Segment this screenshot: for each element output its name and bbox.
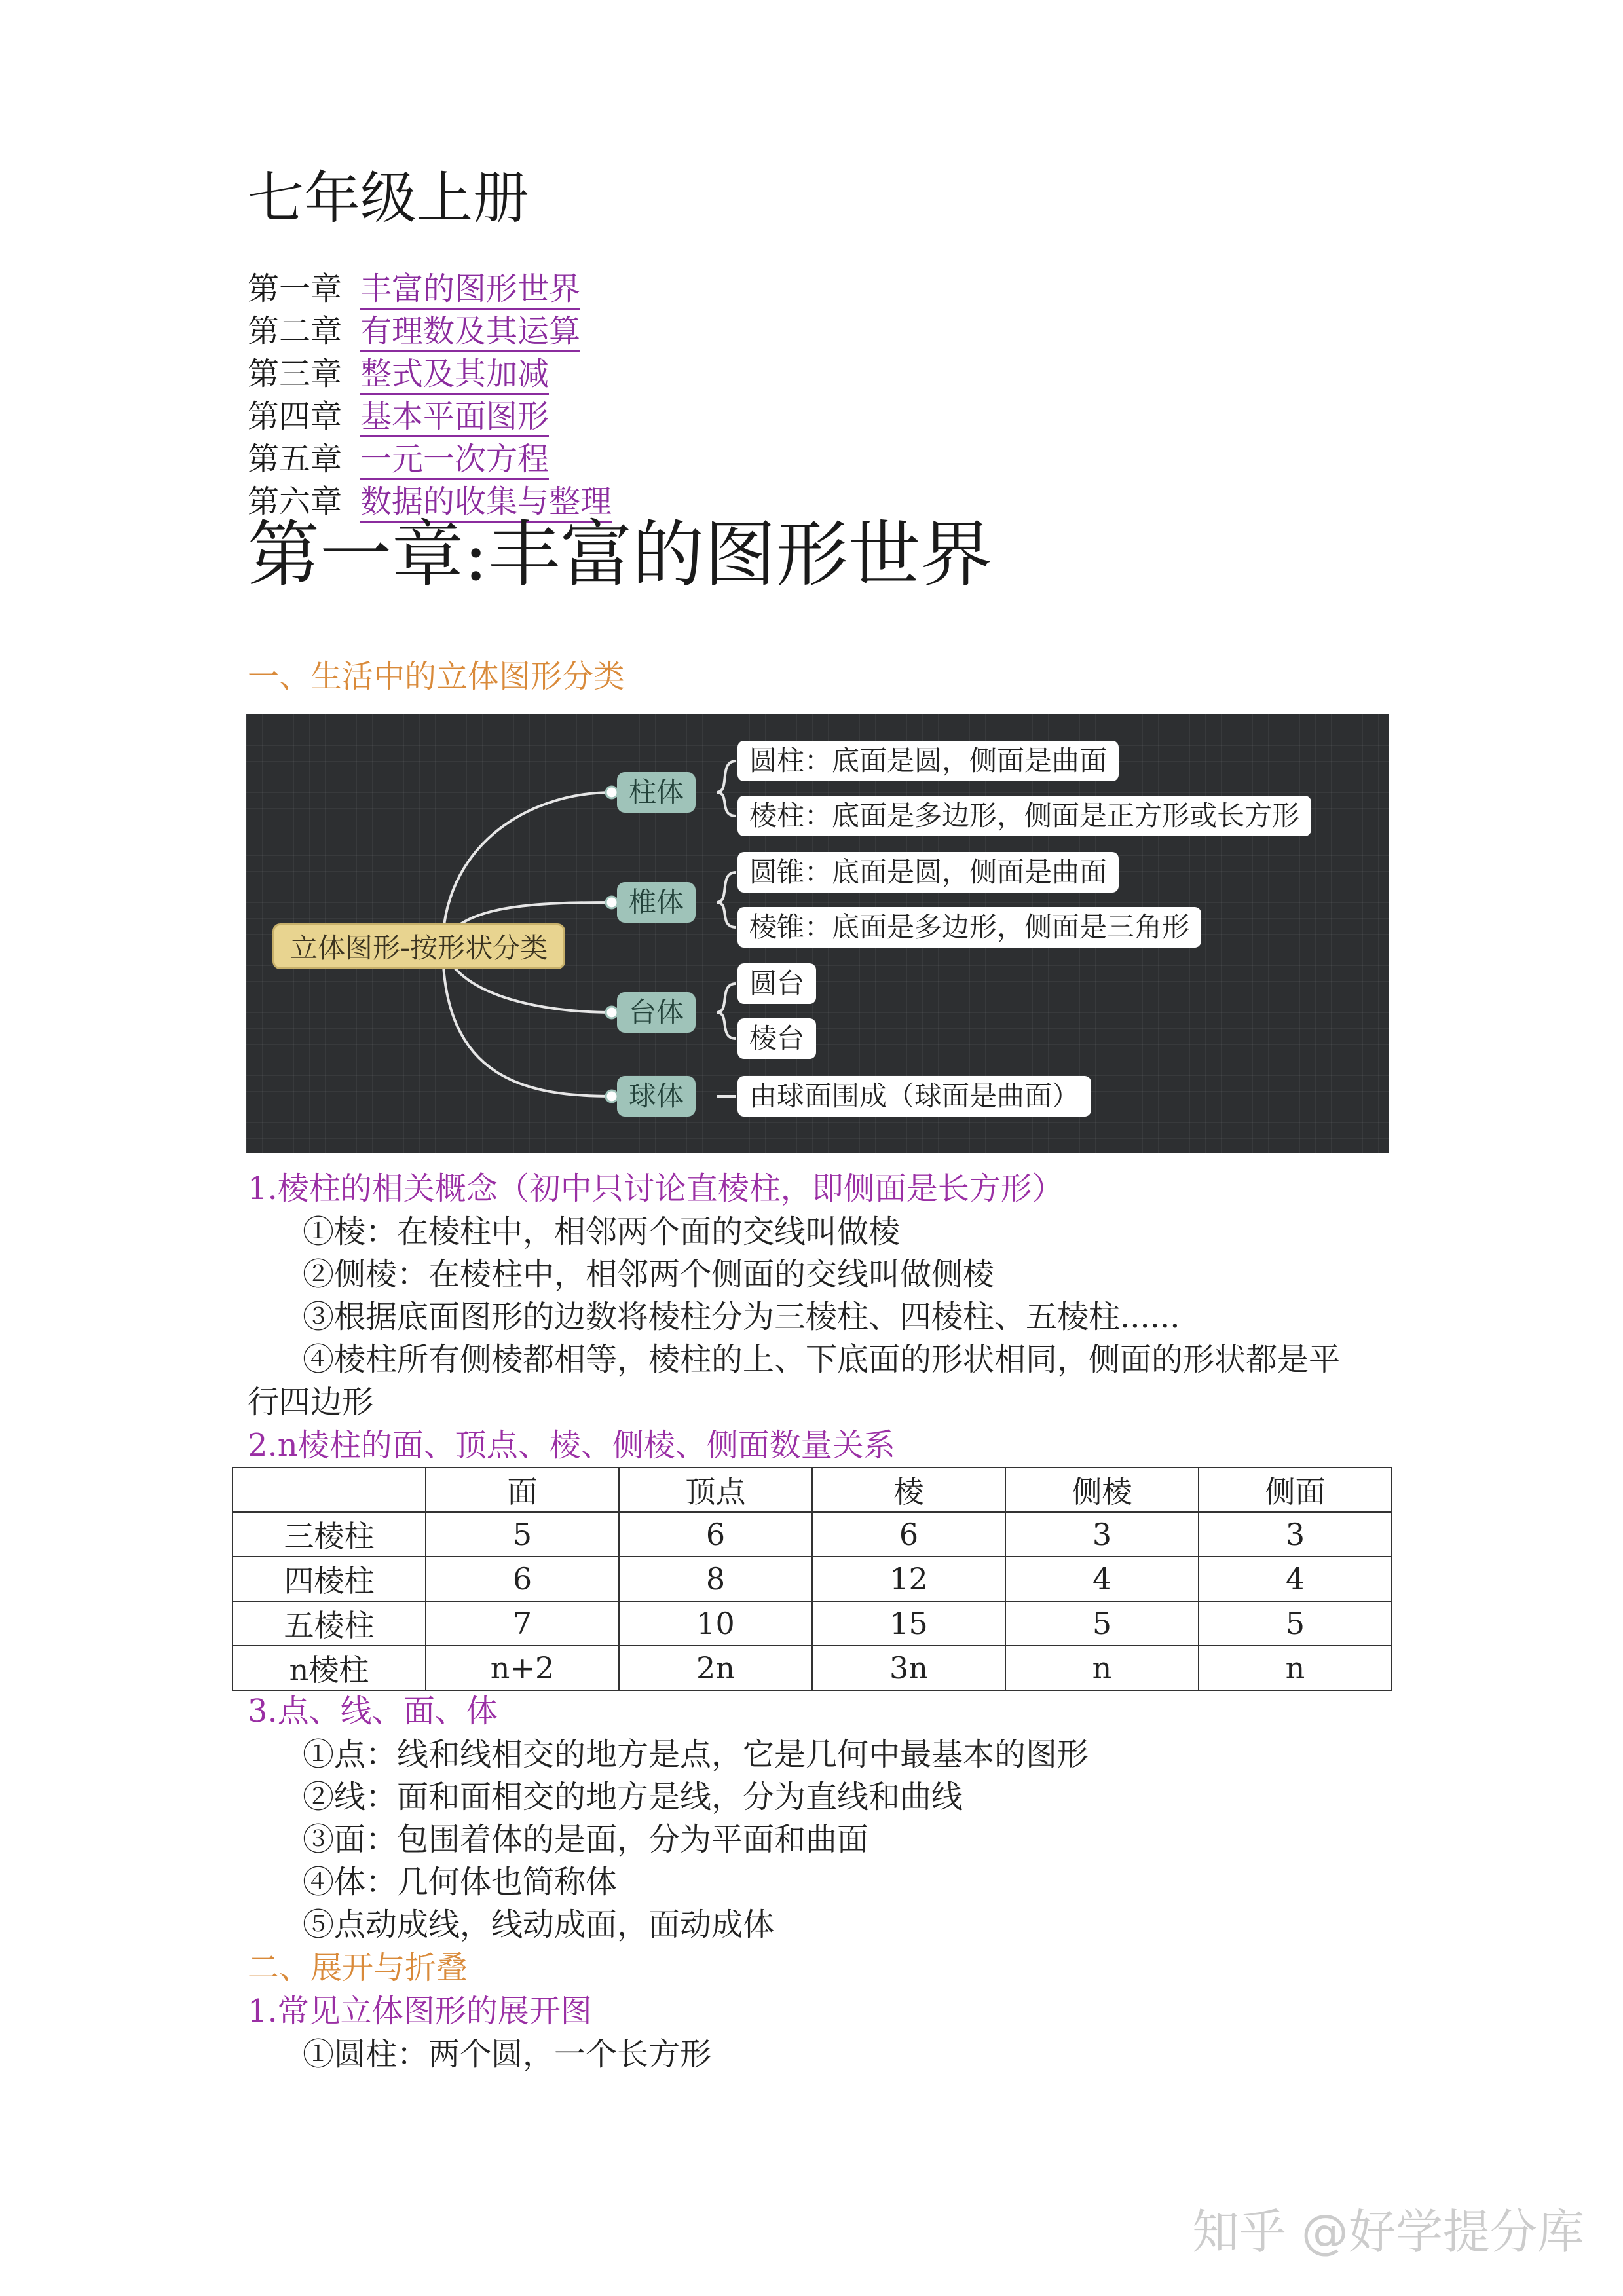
table-cell: 2n [619, 1646, 812, 1690]
concept-item-continuation: 行四边形 [248, 1384, 374, 1420]
concept-item: ③根据底面图形的边数将棱柱分为三棱柱、四棱柱、五棱柱...... [303, 1299, 1180, 1335]
mind-map-root-node: 立体图形-按形状分类 [272, 923, 565, 969]
table-cell: 三棱柱 [233, 1512, 426, 1557]
table-cell: n [1005, 1646, 1199, 1690]
mind-map-leaf-node: 由球面围成（球面是曲面） [737, 1076, 1091, 1117]
chapter-title: 第一章:丰富的图形世界 [248, 513, 993, 597]
table-cell: 3 [1005, 1512, 1199, 1557]
table-header-cell: 面 [426, 1468, 619, 1512]
table-cell: 3 [1199, 1512, 1392, 1557]
concept-item: ②线：面和面相交的地方是线，分为直线和曲线 [303, 1779, 963, 1815]
table-cell: 15 [812, 1601, 1005, 1646]
concept-item: ④棱柱所有侧棱都相等，棱柱的上、下底面的形状相同，侧面的形状都是平 [303, 1341, 1341, 1378]
concept-item: ④体：几何体也简称体 [303, 1864, 618, 1900]
toc-link[interactable]: 整式及其加减 [360, 356, 549, 395]
toc-item [248, 268, 580, 309]
table-cell: 4 [1005, 1557, 1199, 1601]
toc-chapter-number: 第一章 [248, 270, 343, 307]
subsection-heading: 1.棱柱的相关概念（初中只讨论直棱柱，即侧面是长方形） [248, 1170, 1064, 1207]
concept-item: ②侧棱：在棱柱中，相邻两个侧面的交线叫做侧棱 [303, 1256, 995, 1293]
subsection-heading: 2.n棱柱的面、顶点、棱、侧棱、侧面数量关系 [248, 1427, 895, 1464]
mind-map-category-node: 柱体 [617, 772, 696, 813]
concept-item: ⑤点动成线，线动成面，面动成体 [303, 1906, 775, 1943]
mind-map-leaf-node: 棱台 [737, 1018, 816, 1059]
mind-map-leaf-node: 棱锥：底面是多边形，侧面是三角形 [737, 907, 1201, 948]
mind-map-leaf-node: 棱柱：底面是多边形，侧面是正方形或长方形 [737, 796, 1311, 836]
table-cell: 3n [812, 1646, 1005, 1690]
concept-item: ①点：线和线相交的地方是点，它是几何中最基本的图形 [303, 1736, 1089, 1773]
mind-map [246, 714, 1389, 1153]
mind-map-leaf-node: 圆锥：底面是圆，侧面是曲面 [737, 852, 1119, 893]
mind-map-category-node: 球体 [617, 1076, 696, 1117]
table-header-cell: 侧面 [1199, 1468, 1392, 1512]
table-cell: 7 [426, 1601, 619, 1646]
toc-chapter-number: 第四章 [248, 398, 343, 435]
table-row [233, 1557, 1392, 1601]
mind-map-category-node: 椎体 [617, 882, 696, 923]
table-cell: 6 [619, 1512, 812, 1557]
table-header-row [233, 1468, 1392, 1512]
mind-map-leaf-node: 圆台 [737, 963, 816, 1004]
toc-link[interactable]: 有理数及其运算 [360, 313, 580, 352]
table-cell: 10 [619, 1601, 812, 1646]
toc-chapter-number: 第五章 [248, 441, 343, 477]
table-cell: n棱柱 [233, 1646, 426, 1690]
table-header-cell: 棱 [812, 1468, 1005, 1512]
toc-chapter-number: 第三章 [248, 356, 343, 392]
table-cell: 5 [1199, 1601, 1392, 1646]
table-cell: 6 [426, 1557, 619, 1601]
concept-item: ①圆柱：两个圆，一个长方形 [303, 2036, 712, 2073]
table-header-cell [233, 1468, 426, 1512]
table-cell: 12 [812, 1557, 1005, 1601]
table-cell: 6 [812, 1512, 1005, 1557]
table-header-cell: 顶点 [619, 1468, 812, 1512]
mind-map-leaf-node: 圆柱：底面是圆，侧面是曲面 [737, 741, 1119, 781]
subsection-heading: 3.点、线、面、体 [248, 1693, 498, 1730]
toc-link[interactable]: 基本平面图形 [360, 398, 549, 437]
table-cell: 五棱柱 [233, 1601, 426, 1646]
table-cell: 8 [619, 1557, 812, 1601]
subsection-heading: 1.常见立体图形的展开图 [248, 1993, 592, 2029]
table-cell: 5 [426, 1512, 619, 1557]
mind-map-category-node: 台体 [617, 992, 696, 1033]
section-heading: 二、展开与折叠 [248, 1950, 468, 1986]
table-cell: n+2 [426, 1646, 619, 1690]
table-cell: 4 [1199, 1557, 1392, 1601]
toc-chapter-number: 第二章 [248, 313, 343, 350]
toc-link[interactable]: 数据的收集与整理 [360, 483, 612, 523]
table-cell: 5 [1005, 1601, 1199, 1646]
toc-item [248, 354, 549, 394]
toc-item [248, 396, 549, 437]
table-row [233, 1512, 1392, 1557]
prism-count-table [232, 1467, 1392, 1691]
table-cell: n [1199, 1646, 1392, 1690]
table-row [233, 1601, 1392, 1646]
section-heading: 一、生活中的立体图形分类 [248, 658, 625, 695]
toc-link[interactable]: 丰富的图形世界 [360, 270, 580, 310]
table-cell: 四棱柱 [233, 1557, 426, 1601]
toc-item [248, 311, 580, 352]
table-header-cell: 侧棱 [1005, 1468, 1199, 1512]
concept-item: ③面：包围着体的是面，分为平面和曲面 [303, 1821, 869, 1858]
toc-chapter-number: 第六章 [248, 483, 343, 520]
table-row [233, 1646, 1392, 1690]
book-title: 七年级上册 [248, 166, 529, 231]
watermark-text: 知乎 @好学提分库 [1192, 2204, 1584, 2259]
concept-item: ①棱：在棱柱中，相邻两个面的交线叫做棱 [303, 1213, 901, 1250]
toc-link[interactable]: 一元一次方程 [360, 441, 549, 480]
toc-item [248, 439, 549, 479]
